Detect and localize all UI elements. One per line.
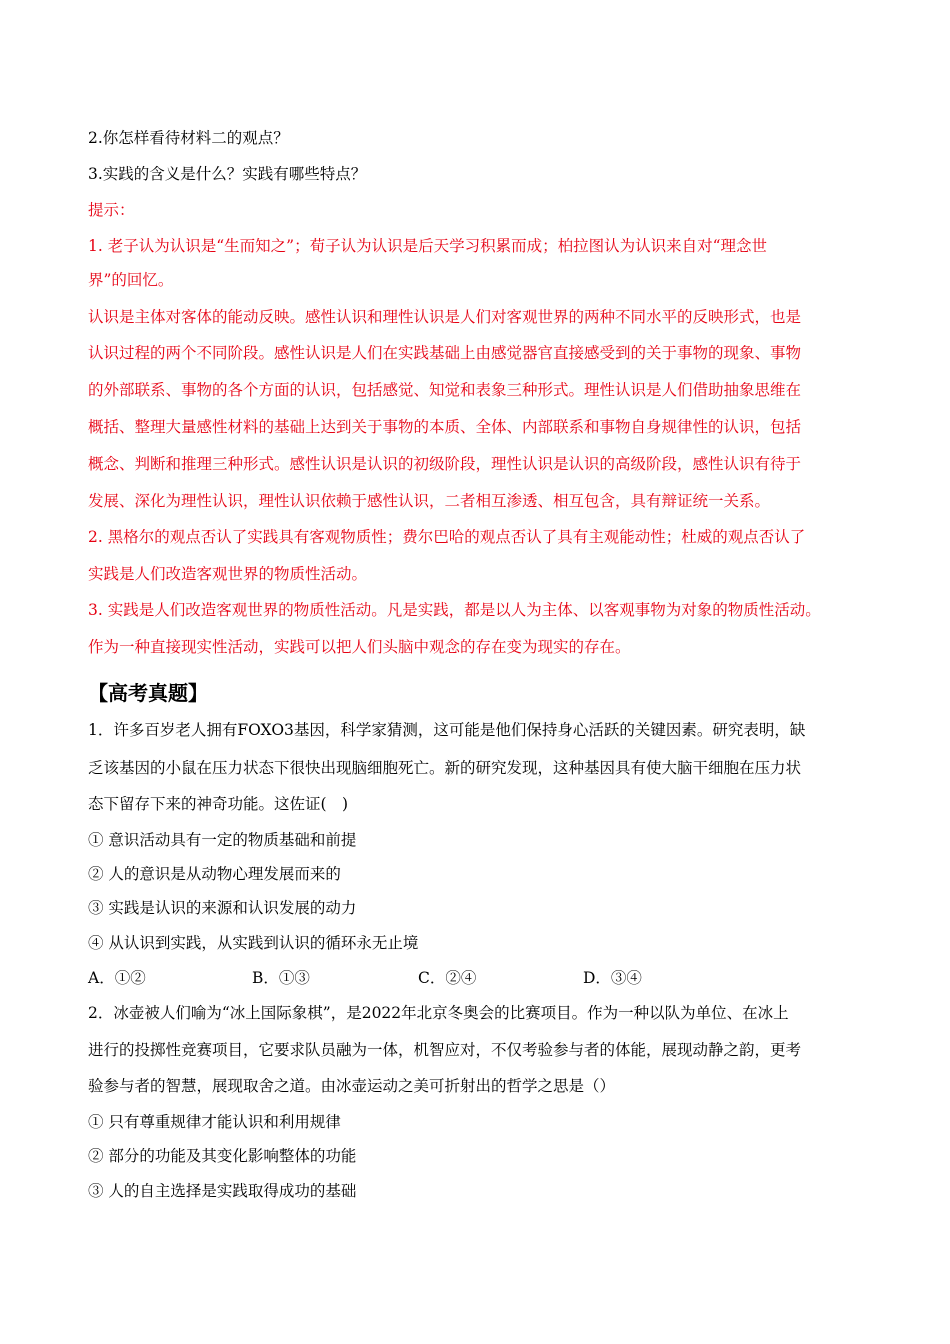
exam-q1-item: ④ 从认识到实践，从实践到认识的循环永无止境 <box>88 934 419 952</box>
exam-q1-item: ① 意识活动具有一定的物质基础和前提 <box>88 831 357 849</box>
hint-p2-line: 认识是主体对客体的能动反映。感性认识和理性认识是人们对客观世界的两种不同水平的反映形式，也是 <box>88 308 802 326</box>
hint-p4-line: 3. 实践是人们改造客观世界的物质性活动。凡是实践，都是以人为主体、以客观事物为对象的物质性活动。 <box>88 601 821 619</box>
exam-q1-option-c: C．②④ <box>418 969 477 987</box>
exam-q1-stem-line: 1．许多百岁老人拥有FOXO3基因，科学家猜测，这可能是他们保持身心活跃的关键因素。研究表明，缺 <box>88 721 806 739</box>
section-title: 【高考真题】 <box>88 681 208 705</box>
exam-q1-option-b: B．①③ <box>252 969 310 987</box>
hint-p2-line: 概念、判断和推理三种形式。感性认识是认识的初级阶段，理性认识是认识的高级阶段，感性认识有待于 <box>88 455 802 473</box>
exam-q2-stem-line: 2．冰壶被人们喻为“冰上国际象棋”，是2022年北京冬奥会的比赛项目。作为一种以队为单位、在冰上 <box>88 1004 789 1022</box>
exam-q2-item: ① 只有尊重规律才能认识和利用规律 <box>88 1113 341 1131</box>
question-3: 3.实践的含义是什么？实践有哪些特点？ <box>88 165 367 183</box>
hint-p3-line: 2. 黑格尔的观点否认了实践具有客观物质性；费尔巴哈的观点否认了具有主观能动性；杜威的观点否认了 <box>88 528 806 546</box>
hint-p2-line: 的外部联系、事物的各个方面的认识，包括感觉、知觉和表象三种形式。理性认识是人们借助抽象思维在 <box>88 381 802 399</box>
hint-label: 提示： <box>88 201 135 219</box>
exam-q1-stem-line: 态下留存下来的神奇功能。这佐证( ) <box>88 795 349 813</box>
exam-q2-item: ③ 人的自主选择是实践取得成功的基础 <box>88 1182 357 1200</box>
exam-q1-item: ② 人的意识是从动物心理发展而来的 <box>88 865 341 883</box>
hint-p2-line: 概括、整理大量感性材料的基础上达到关于事物的本质、全体、内部联系和事物自身规律性的认识，包括 <box>88 418 802 436</box>
hint-p3-line: 实践是人们改造客观世界的物质性活动。 <box>88 565 368 583</box>
exam-q2-stem-line: 进行的投掷性竞赛项目，它要求队员融为一体，机智应对，不仅考验参与者的体能，展现动静之韵，更考 <box>88 1041 802 1059</box>
hint-p2-line: 认识过程的两个不同阶段。感性认识是人们在实践基础上由感觉器官直接感受到的关于事物的现象、事物 <box>88 344 802 362</box>
hint-p1-line: 1. 老子认为认识是“生而知之”；荀子认为认识是后天学习积累而成；柏拉图认为认识来自对“理念世 <box>88 237 767 255</box>
question-2: 2.你怎样看待材料二的观点？ <box>88 129 289 147</box>
hint-p4-line: 作为一种直接现实性活动，实践可以把人们头脑中观念的存在变为现实的存在。 <box>88 638 631 656</box>
exam-q1-item: ③ 实践是认识的来源和认识发展的动力 <box>88 899 357 917</box>
exam-q2-stem-line: 验参与者的智慧，展现取舍之道。由冰壶运动之美可折射出的哲学之思是（） <box>88 1077 616 1095</box>
exam-q1-stem-line: 乏该基因的小鼠在压力状态下很快出现脑细胞死亡。新的研究发现，这种基因具有使大脑干细胞在压力状 <box>88 759 802 777</box>
exam-q1-option-d: D．③④ <box>583 969 642 987</box>
exam-q1-option-a: A．①② <box>88 969 146 987</box>
exam-q2-item: ② 部分的功能及其变化影响整体的功能 <box>88 1147 357 1165</box>
hint-p2-line: 发展、深化为理性认识，理性认识依赖于感性认识，二者相互渗透、相互包含，具有辩证统一关系。 <box>88 492 771 510</box>
hint-p1-line: 界”的回忆。 <box>88 271 174 289</box>
